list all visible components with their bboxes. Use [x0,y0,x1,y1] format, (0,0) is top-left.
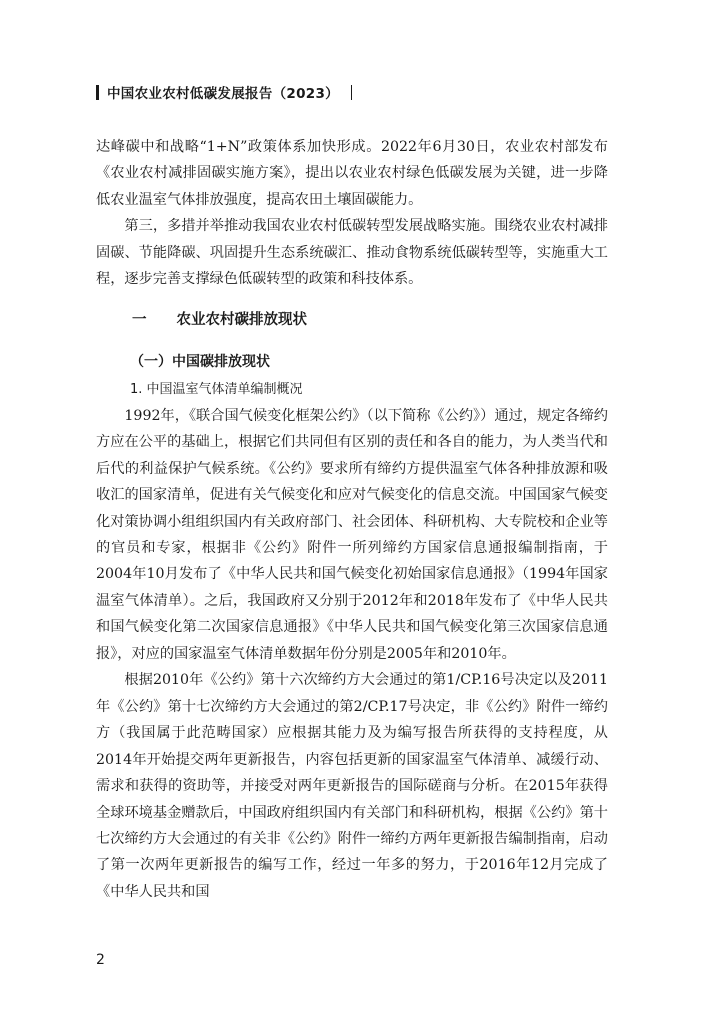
item-heading: 1. 中国温室气体清单编制概况 [130,381,303,397]
paragraph-biennial-update: 根据2010年《公约》第十六次缔约方大会通过的第1/CP.16号决定以及2011年《公约》第十七次缔约方大会通过的第2/CP.17号决定，非《公约》附件一缔约方（我国属于此范畴国家）应根据其能力及为编写报告所获得的支持程度，从2014年开始提交两年更新报告，内容包括更新的国家温室气体清单、减缓行动、需求和获得的资助等，并接受对两年更新报告的国际磋商与分析。在2015年获得全球环境基金赠款后，中国政府组织国内有关部门和科研机构，根据《公约》第十七次缔约方大会通过的有关非《公约》附件一缔约方两年更新报告编制指南，启动了第一次两年更新报告的编写工作，经过一年多的努力，于2016年12月完成了《中华人民共和国 [96,672,608,900]
page-number: 2 [96,952,105,968]
paragraph-1992-convention: 1992年，《联合国气候变化框架公约》（以下简称《公约》）通过，规定各缔约方应在公平的基础上，根据它们共同但有区别的责任和各自的能力，为人类当代和后代的利益保护气候系统。《公约》要求所有缔约方提供温室气体各种排放源和吸收汇的国家清单，促进有关气候变化和应对气候变化的信息交流。中国国家气候变化对策协调小组组织国内有关政府部门、社会团体、科研机构、大专院校和企业等的官员和专家，根据非《公约》附件一所列缔约方国家信息通报编制指南，于2004年10月发布了《中华人民共和国气候变化初始国家信息通报》（1994年国家温室气体清单）。之后，我国政府又分别于2012年和2018年发布了《中华人民共和国气候变化第二次国家信息通报》《中华人民共和国气候变化第三次国家信息通报》，对应的国家温室气体清单数据年份分别是2005年和2010年。 [96,407,608,662]
header-bar-right [351,85,353,100]
section-heading [132,307,608,333]
header-title: 中国农业农村低碳发展报告（2023） [107,86,339,102]
section-title: 农业农村碳排放现状 [176,311,307,328]
running-header [96,82,352,102]
subsection-heading: （一）中国碳排放现状 [130,353,270,370]
page-body [96,134,608,905]
paragraph-third-measure: 第三，多措并举推动我国农业农村低碳转型发展战略实施。围绕农业农村减排固碳、节能降碳、巩固提升生态系统碳汇、推动食物系统低碳转型等，实施重大工程，逐步完善支撑绿色低碳转型的政策和科技体系。 [96,218,608,288]
section-number: 一 [132,311,147,328]
paragraph-continuation: 达峰碳中和战略“1+N”政策体系加快形成。2022年6月30日，农业农村部发布《农业农村减排固碳实施方案》，提出以农业农村绿色低碳发展为关键，进一步降低农业温室气体排放强度，提高农田土壤固碳能力。 [96,139,608,208]
header-bar-left [96,85,99,100]
